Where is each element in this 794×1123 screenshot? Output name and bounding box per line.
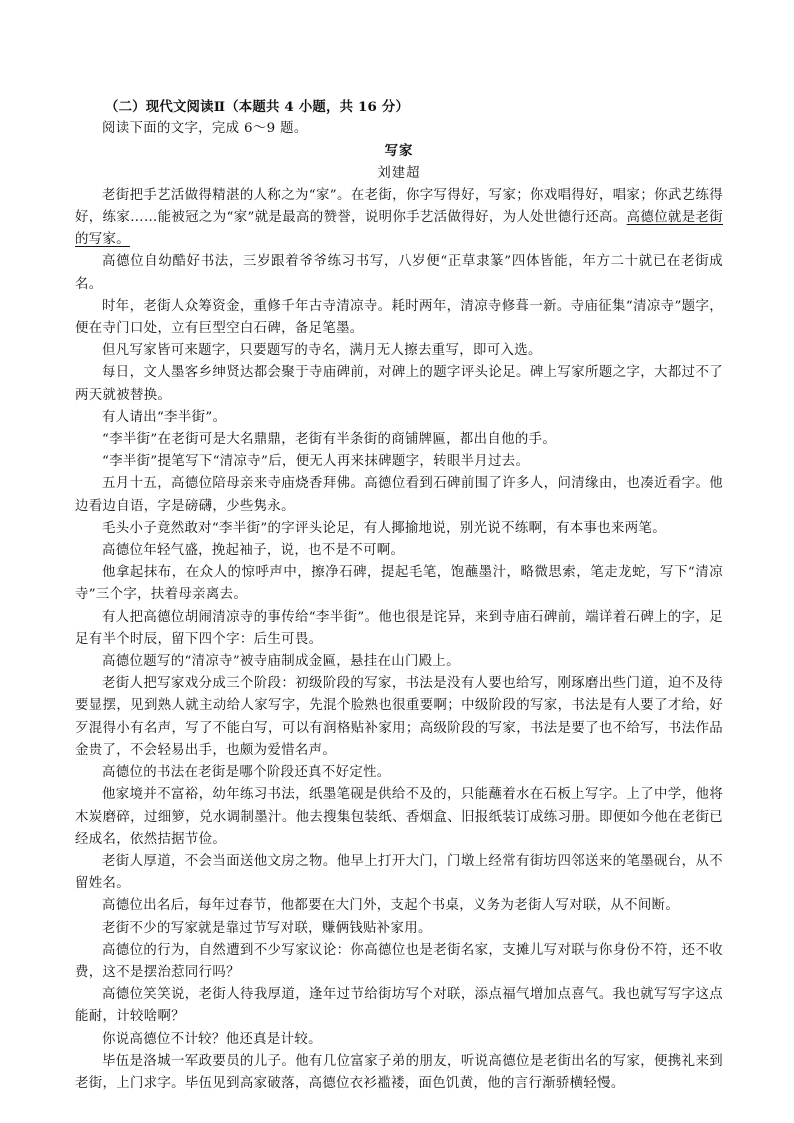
underlined-sentence: 高德位就是老街的写家。 [75, 210, 723, 248]
article-paragraph: 高德位的行为，自然遭到不少写家议论：你高德位也是老街名家，支摊儿写对联与你身份不符，还不收费，这不是摆治惹同行吗？ [75, 942, 723, 980]
article-paragraph: 高德位出名后，每年过春节，他都要在大门外，支起个书桌，义务为老街人写对联，从不间断。 [102, 898, 680, 914]
article-paragraph: 你说高德位不计较？他还真是计较。 [102, 1031, 322, 1047]
article-paragraph: 他拿起抹布，在众人的惊呼声中，擦净石碑，提起毛笔，饱蘸墨汁，略微思索，笔走龙蛇，写下“清凉寺”三个字，扶着母亲离去。 [75, 565, 723, 603]
article-paragraph [75, 185, 723, 252]
paragraph-text: 老街把手艺活做得精湛的人称之为“家”。在老街，你字写得好，写家；你戏唱得好，唱家；你武艺练得好，练家……能被冠之为“家”就是最高的赞誉，说明你手艺活做得好，为人处世德行还高。 [75, 187, 723, 226]
article-paragraph: 他家境并不富裕，幼年练习书法，纸墨笔砚是供给不及的，只能蘸着水在石板上写字。上了中学，他将木炭磨碎，过细箩，兑水调制墨汁。他去搜集包装纸、香烟盒、旧报纸装订成练习册。即便如今他在老街已经成名，依然拮据节俭。 [75, 787, 723, 847]
page-content [75, 96, 723, 1095]
article-paragraph: 有人请出“李半街”。 [102, 409, 227, 425]
article-paragraph: 毛头小子竟然敢对“李半街”的字评头论足，有人揶揄地说，别光说不练啊，有本事也来两笔。 [102, 520, 667, 536]
section-heading: （二）现代文阅读Ⅱ（本题共 4 小题，共 16 分） [105, 99, 410, 115]
article-paragraph: “李半街”在老街可是大名鼎鼎，老街有半条街的商铺牌匾，都出自他的手。 [102, 432, 557, 448]
article-paragraph: 高德位笑笑说，老街人待我厚道，逢年过节给街坊写个对联，添点福气增加点喜气。我也就写写字这点能耐，计较啥啊？ [75, 987, 723, 1025]
article-paragraph: 高德位年轻气盛，挽起袖子，说，也不是不可啊。 [102, 543, 405, 559]
article-paragraph: 毕伍是洛城一军政要员的儿子。他有几位富家子弟的朋友，听说高德位是老街出名的写家，便携礼来到老街，上门求字。毕伍见到高家破落，高德位衣衫褴褛，面色饥黄，他的言行渐骄横轻慢。 [75, 1053, 723, 1091]
article-author: 刘建超 [377, 165, 421, 181]
article-title: 写家 [384, 143, 414, 160]
article-paragraph: 高德位的书法在老街是哪个阶段还真不好定性。 [102, 765, 391, 781]
article-paragraph: 老街人厚道，不会当面送他文房之物。他早上打开大门，门墩上经常有街坊四邻送来的笔墨砚台，从不留姓名。 [75, 853, 723, 892]
article-paragraph: 老街人把写家戏分成三个阶段：初级阶段的写家，书法是没有人要也给写，刚琢磨出些门道，迫不及待要显摆，见到熟人就主动给人家写字，先混个脸熟也很重要啊；中级阶段的写家，书法是有人要了才给，好歹混得小有名声，写了不能白写，可以有润格贴补家用；高级阶段的写家，书法是要了也不给写，书法作品金贵了，不会轻易出手，也颇为爱惜名声。 [75, 676, 723, 758]
article-paragraph: 五月十五，高德位陪母亲来寺庙烧香拜佛。高德位看到石碑前围了许多人，问清缘由，也凑近看字。他边看边自语，字是磅礴，少些隽永。 [75, 476, 723, 514]
article-paragraph: 老街不少的写家就是靠过节写对联，赚俩钱贴补家用。 [102, 920, 432, 936]
article-paragraph: 高德位题写的“清凉寺”被寺庙制成金匾，悬挂在山门殿上。 [102, 654, 460, 670]
article-paragraph: 高德位自幼酷好书法，三岁跟着爷爷练习书写，八岁便“正草隶篆”四体皆能，年方二十就已在老街成名。 [75, 254, 723, 292]
reading-instruction: 阅读下面的文字，完成 6～9 题。 [102, 121, 308, 137]
article-paragraph: 每日，文人墨客乡绅贤达都会聚于寺庙碑前，对碑上的题字评头论足。碑上写家所题之字，大都过不了两天就被替换。 [75, 365, 723, 403]
article-paragraph: 时年，老街人众筹资金，重修千年古寺清凉寺。耗时两年，清凉寺修葺一新。寺庙征集“清凉寺”题字，便在寺门口处，立有巨型空白石碑，备足笔墨。 [75, 298, 723, 337]
article-paragraph: 但凡写家皆可来题字，只要题写的寺名，满月无人擦去重写，即可入选。 [102, 343, 542, 359]
article-paragraph: 有人把高德位胡闹清凉寺的事传给“李半街”。他也很是诧异，来到寺庙石碑前，端详着石碑上的字，足足有半个时辰，留下四个字：后生可畏。 [75, 609, 723, 647]
article-paragraph: “李半街”提笔写下“清凉寺”后，便无人再来抹碑题字，转眼半月过去。 [102, 454, 530, 470]
